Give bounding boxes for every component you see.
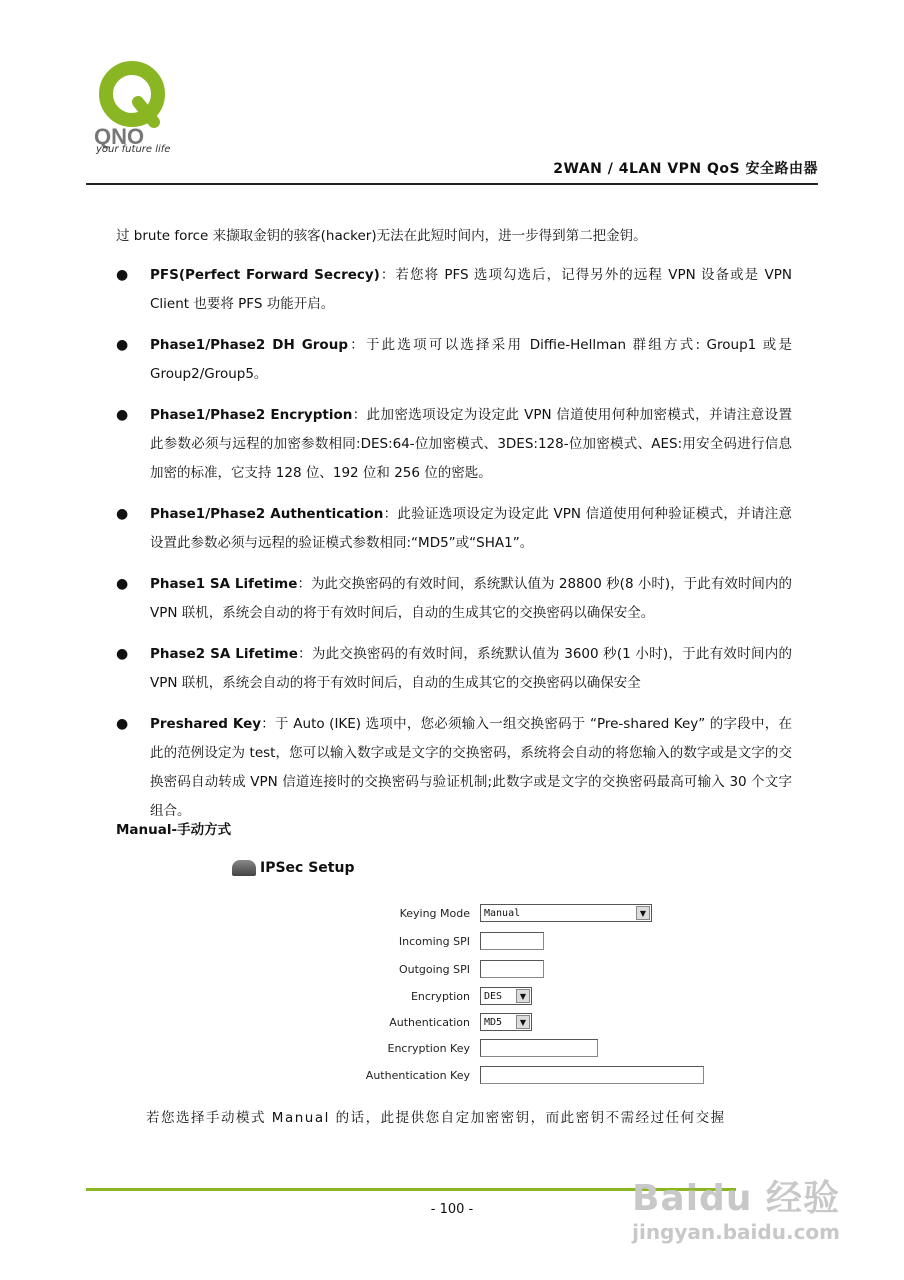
keying-mode-row [232,904,652,922]
baidu-watermark-url: jingyan.baidu.com [632,1220,840,1244]
authentication-row [232,1013,532,1031]
authentication-key-label: Authentication Key [365,1068,470,1082]
keying-mode-select[interactable] [480,904,652,922]
encryption-row [232,987,532,1005]
authentication-value: MD5 [484,1016,503,1028]
bullet-icon: ● [116,646,129,662]
description: ：于 Auto (IKE) 选项中，您必须输入一组交换密码于 “Pre-shared Key” 的字段中，在此的范例设定为 test，您可以输入数字或是文字的交换密码，系统将会自动的将您输入的数字或是文字的交换密码自动转成 VPN 信道连接时的交换密码与验证机制;此数字或是文字的交换密码最高可输入 30 个文字组合。 [150,716,792,819]
section-heading: Manual-手动方式 [116,822,232,838]
parameter-list [116,261,792,826]
outgoing-spi-row [232,960,544,978]
ipsec-title [232,860,354,876]
bullet-icon: ● [116,576,129,592]
encryption-value: DES [484,990,503,1002]
list-item [116,500,792,558]
outgoing-spi-input[interactable] [480,960,544,978]
qno-logo-icon [92,58,176,158]
encryption-select[interactable] [480,987,532,1005]
term: Phase1/Phase2 Encryption [150,407,353,423]
term: Preshared Key [150,716,262,732]
outgoing-spi-label: Outgoing SPI [398,962,470,976]
list-item [116,331,792,389]
encryption-key-input[interactable] [480,1039,598,1057]
list-item [116,401,792,488]
authentication-key-row [232,1066,704,1084]
description: ：若您将 PFS 选项勾选后，记得另外的远程 VPN 设备或是 VPN Client 也要将 PFS 功能开启。 [150,267,792,312]
document-body [116,222,792,838]
list-item [116,261,792,319]
closing-paragraph: 若您选择手动模式 Manual 的话，此提供您自定加密密钥，而此密钥不需经过任何交握 [146,1110,726,1126]
encryption-label: Encryption [410,989,470,1003]
list-item [116,640,792,698]
authentication-key-input[interactable] [480,1066,704,1084]
keying-mode-label: Keying Mode [399,906,470,920]
intro-paragraph: 过 brute force 来撷取金钥的骇客(hacker)无法在此短时间内，进一步得到第二把金钥。 [116,228,647,244]
incoming-spi-input[interactable] [480,932,544,950]
tab-icon [232,860,256,876]
incoming-spi-label: Incoming SPI [398,934,470,948]
keying-mode-value: Manual [484,907,521,919]
description: ：为此交换密码的有效时间，系统默认值为 28800 秒(8 小时)，于此有效时间内的 VPN 联机，系统会自动的将于有效时间后，自动的生成其它的交换密码以确保安全。 [150,576,792,621]
logo-word: QNO [94,124,145,149]
description: ：此加密选项设定为设定此 VPN 信道使用何种加密模式，并请注意设置此参数必须与远程的加密参数相同:DES:64-位加密模式、3DES:128-位加密模式、AES:用安全码进行信息加密的标准，它支持 128 位、192 位和 256 位的密匙。 [150,407,792,481]
authentication-select[interactable] [480,1013,532,1031]
incoming-spi-row [232,932,544,950]
bullet-icon: ● [116,267,129,283]
dropdown-arrow-icon[interactable]: ▼ [516,989,530,1003]
dropdown-arrow-icon[interactable]: ▼ [636,906,650,920]
list-item [116,710,792,826]
term: Phase2 SA Lifetime [150,646,298,662]
baidu-watermark: Baidu 经验 [631,1178,840,1219]
page-header-title: 2WAN / 4LAN VPN QoS 安全路由器 [553,161,818,177]
term: PFS(Perfect Forward Secrecy) [150,267,380,283]
description: ：此验证选项设定为设定此 VPN 信道使用何种验证模式，并请注意设置此参数必须与远程的验证模式参数相同:“MD5”或“SHA1”。 [150,506,792,551]
dropdown-arrow-icon[interactable]: ▼ [516,1015,530,1029]
bullet-icon: ● [116,506,129,522]
list-item [116,570,792,628]
encryption-key-label: Encryption Key [387,1041,470,1055]
description: ：于此选项可以选择采用 Diffie-Hellman 群组方式: Group1 或是 Group2/Group5。 [150,337,792,382]
page-number: - 100 - [430,1202,474,1217]
ipsec-setup-panel [232,860,712,1100]
ipsec-title-text: IPSec Setup [260,860,355,876]
bullet-icon: ● [116,407,129,423]
bullet-icon: ● [116,716,129,732]
term: Phase1/Phase2 Authentication [150,506,384,522]
description: ：为此交换密码的有效时间，系统默认值为 3600 秒(1 小时)，于此有效时间内的 VPN 联机，系统会自动的将于有效时间后，自动的生成其它的交换密码以确保安全 [150,646,792,691]
authentication-label: Authentication [389,1015,470,1029]
term: Phase1 SA Lifetime [150,576,298,592]
bullet-icon: ● [116,337,129,353]
logo-tagline: your future life [96,144,171,155]
term: Phase1/Phase2 DH Group [150,337,348,353]
header-divider [86,183,818,185]
encryption-key-row [232,1039,598,1057]
